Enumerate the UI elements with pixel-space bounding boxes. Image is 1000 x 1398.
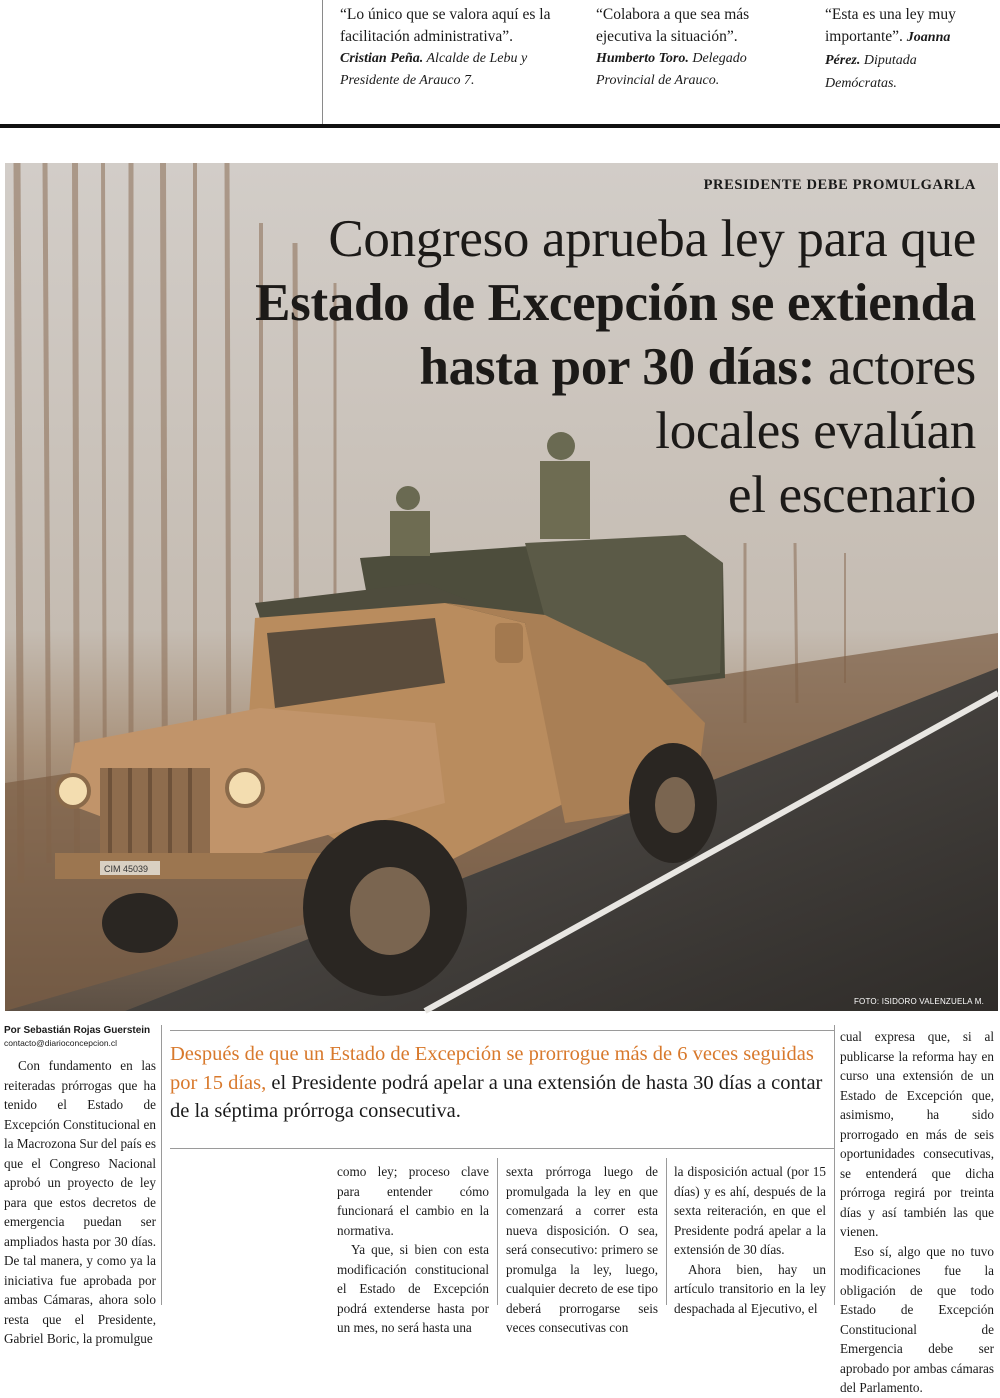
- quote-1: [340, 4, 562, 92]
- quote-2-text: “Colabora a que sea más ejecutiva la situación”.: [596, 6, 750, 45]
- column-divider: [161, 1025, 162, 1305]
- headline: [76, 207, 976, 527]
- column-5-paragraph-2: Eso sí, algo que no tuvo modificaciones fue la obligación de que todo Estado de Excepción Constitucional de Emergencia debe ser aprobado por ambas cámaras del Parlamento.: [840, 1243, 994, 1395]
- column-4-paragraph-1: la disposición actual (por 15 días) y es ahí, después de la sexta reiteración, en que el Presidente podrá apelar a la extensión de 30 días.: [674, 1164, 826, 1257]
- column-3-paragraph: sexta prórroga luego de promulgada la ley en que comenzará a correr esta nueva disposición. O sea, será consecutivo: primero se promulga la ley, luego, cualquier decreto de ese tipo deberá prorrogarse seis veces consecutivas con: [506, 1164, 658, 1335]
- quotes-strip: [0, 0, 1000, 126]
- column-divider: [497, 1158, 498, 1305]
- license-plate-text: CIM 45039: [104, 864, 149, 874]
- lead-rest: el Presidente podrá apelar a una extensión de hasta 30 días a contar de la séptima prórroga consecutiva.: [170, 1071, 823, 1122]
- column-2-paragraph-1: como ley; proceso clave para entender cómo funcionará el cambio en la normativa.: [337, 1164, 489, 1238]
- quote-1-role: Alcalde de Lebu y Presidente de Arauco 7.: [340, 51, 528, 88]
- kicker: PRESIDENTE DEBE PROMULGARLA: [703, 177, 976, 193]
- lead-top-rule: [170, 1030, 834, 1031]
- section-rule: [0, 124, 1000, 128]
- headline-line-1: Congreso aprueba ley para que: [328, 210, 976, 268]
- column-divider: [834, 1025, 835, 1305]
- quote-3-text: “Esta es una ley muy importante”.: [825, 6, 956, 45]
- column-2-paragraph-2: Ya que, si bien con esta modificación constitucional el Estado de Excepción podrá extenderse hasta por un mes, no será hasta una: [337, 1242, 489, 1335]
- headline-line-3-bold: hasta por 30 días:: [419, 338, 816, 396]
- quote-1-name: Cristian Peña.: [340, 51, 424, 66]
- article-column-1: [4, 1056, 156, 1349]
- lead-photo: [5, 163, 998, 1011]
- article-column-5: [840, 1027, 994, 1398]
- quote-1-text: “Lo único que se valora aquí es la facilitación administrativa”.: [340, 6, 551, 45]
- quotes-divider: [322, 0, 323, 126]
- column-4-paragraph-2: Ahora bien, hay un artículo transitorio en la ley despachada al Ejecutivo, el: [674, 1261, 826, 1316]
- byline-email[interactable]: contacto@diarioconcepcion.cl: [4, 1038, 118, 1048]
- quote-3: [825, 4, 985, 95]
- column-1-paragraph: Con fundamento en las reiteradas prórrogas que ha tenido el Estado de Excepción Constitucional en la Macrozona Sur del país es que el Congreso Nacional aprobó un proyecto de ley para que estos decretos de emergencia puedan ser ampliados hasta por 30 días. De tal manera, y como ya la iniciativa fue aprobada por ambas Cámaras, ahora solo resta que el Presidente, Gabriel Boric, la promulgue: [4, 1058, 156, 1346]
- headline-line-5: el escenario: [728, 466, 976, 524]
- photo-credit: FOTO: ISIDORO VALENZUELA M.: [853, 997, 984, 1006]
- headline-line-2: Estado de Excepción se extienda: [255, 274, 976, 332]
- quote-1-attribution: [340, 48, 562, 92]
- article-column-3: [506, 1162, 658, 1338]
- lead-bottom-rule: [170, 1148, 834, 1149]
- lead-paragraph: [170, 1040, 834, 1126]
- quote-3-role: Diputada Demócratas.: [825, 53, 917, 91]
- article-column-2: [337, 1162, 489, 1338]
- headline-line-3-rest: actores: [815, 338, 976, 396]
- quote-2-attribution: [596, 48, 792, 92]
- column-5-paragraph-1: cual expresa que, si al publicarse la reforma hay en curso una extensión de un Estado de Excepción que, asimismo, ha sido prorrogado en más de seis oportunidades consecutivas, se entenderá que dicha prórroga regirá por treinta días y así también las que vienen.: [840, 1029, 994, 1239]
- article-column-4: [674, 1162, 826, 1318]
- byline-author: Por Sebastián Rojas Guerstein: [4, 1025, 151, 1036]
- headline-line-4: locales evalúan: [655, 402, 976, 460]
- quote-3-name: Joanna Pérez.: [825, 30, 951, 68]
- lead-highlight: Después de que un Estado de Excepción se prorrogue más de 6 veces seguidas por 15 días,: [170, 1043, 814, 1094]
- headline-line-3: [76, 335, 976, 399]
- quote-2-role: Delegado Provincial de Arauco.: [596, 51, 747, 88]
- column-divider: [666, 1158, 667, 1305]
- quote-2-name: Humberto Toro.: [596, 51, 689, 66]
- quote-2: [596, 4, 792, 92]
